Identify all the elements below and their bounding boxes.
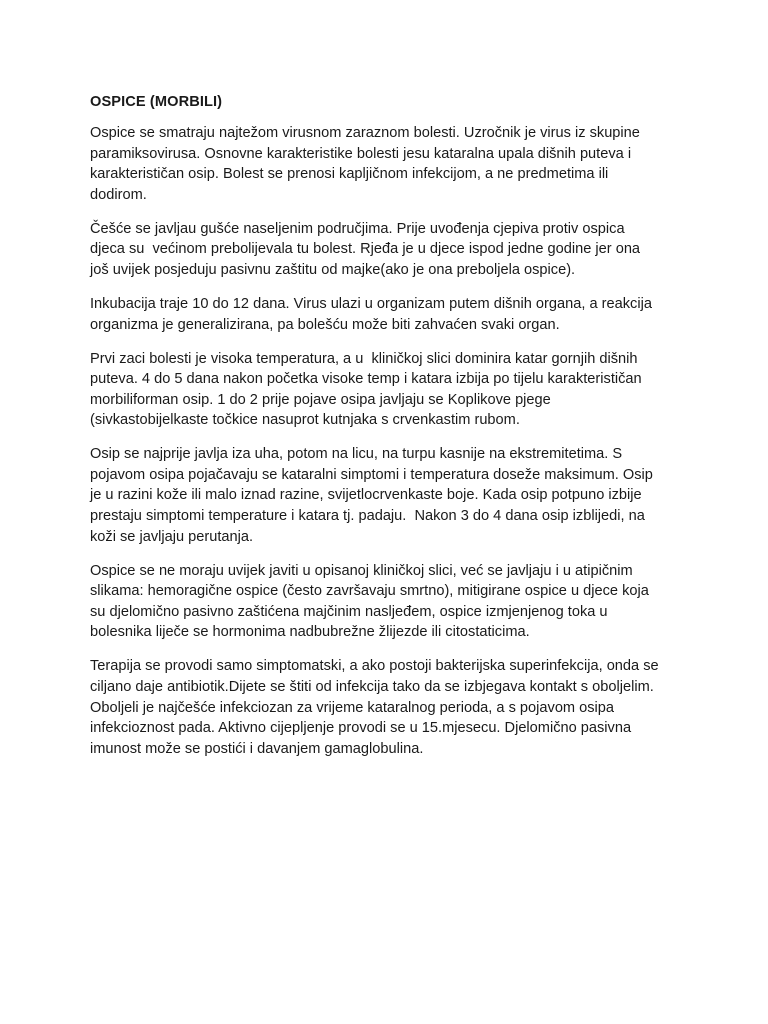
paragraph-line: puteva. 4 do 5 dana nakon početka visoke temp i katara izbija po tijelu karakterističan <box>90 371 642 388</box>
paragraph-line: koži se javljaju perutanja. <box>90 528 254 545</box>
paragraph-line: organizma je generalizirana, pa bolešću može biti zahvaćen svaki organ. <box>90 316 560 333</box>
document-page <box>90 92 690 773</box>
paragraph-line: su djelomično pasivno zaštićena majčinim nasljeđem, ospice izmjenjenog toka u <box>90 603 608 620</box>
paragraph-line: (sivkastobijelkaste točkice nasuprot kutnjaka s crvenkastim rubom. <box>90 412 520 429</box>
paragraph-line: djeca su većinom prebolijevala tu bolest. Rjeđa je u djece ispod jedne godine jer ona <box>90 241 641 258</box>
paragraph-line: Osip se najprije javlja iza uha, potom na licu, na turpu kasnije na ekstremitetima. S <box>90 446 623 463</box>
paragraph <box>90 444 690 547</box>
paragraph <box>90 561 690 643</box>
paragraph-line: paramiksovirusa. Osnovne karakteristike bolesti jesu kataralna upala dišnih puteva i <box>90 145 632 162</box>
paragraph-line: karakterističan osip. Bolest se prenosi kapljičnom infekcijom, a ne predmetima ili <box>90 166 609 183</box>
paragraph-line: morbiliforman osip. 1 do 2 prije pojave osipa javljaju se Koplikove pjege <box>90 391 551 408</box>
paragraph-line: slikama: hemoragične ospice (često završavaju smrtno), mitigirane ospice u djece koja <box>90 583 649 600</box>
paragraph-line: infekcioznost pada. Aktivno cijepljenje provodi se u 15.mjesecu. Djelomično pasivna <box>90 720 632 737</box>
paragraph-line: još uvijek posjeduju pasivnu zaštitu od majke(ako je ona preboljela ospice). <box>90 261 576 278</box>
paragraph-line: Oboljeli je najčešće infekciozan za vrijeme kataralnog perioda, a s pojavom osipa <box>90 699 615 716</box>
paragraph <box>90 294 690 335</box>
paragraph-line: Terapija se provodi samo simptomatski, a ako postoji bakterijska superinfekcija, onda se <box>90 658 659 675</box>
paragraph-line: Ospice se ne moraju uvijek javiti u opisanoj kliničkoj slici, već se javljaju i u atipičnim <box>90 562 633 579</box>
paragraph <box>90 219 690 281</box>
paragraph-line: je u razini kože ili malo iznad razine, svijetlocrvenkaste boje. Kada osip potpuno izbije <box>90 487 642 504</box>
paragraph-line: prestaju simptomi temperature i katara tj. padaju. Nakon 3 do 4 dana osip izblijedi, na <box>90 508 645 525</box>
paragraph <box>90 123 690 205</box>
paragraph <box>90 656 690 759</box>
document-title: OSPICE (MORBILI) <box>90 94 223 110</box>
paragraph-line: pojavom osipa pojačavaju se kataralni simptomi i temperatura doseže maksimum. Osip <box>90 466 653 483</box>
paragraph-line: Ospice se smatraju najtežom virusnom zaraznom bolesti. Uzročnik je virus iz skupine <box>90 125 640 141</box>
paragraph-line: Češće se javljau gušće naseljenim područjima. Prije uvođenja cjepiva protiv ospica <box>90 220 625 237</box>
document-body <box>90 123 690 759</box>
paragraph-line: ciljano daje antibiotik.Dijete se štiti od infekcija tako da se izbjegava kontakt s oboljelim. <box>90 679 654 695</box>
paragraph <box>90 349 690 431</box>
paragraph-line: dodirom. <box>90 186 147 203</box>
paragraph-line: bolesnika liječe se hormonima nadbubrežne žlijezde ili citostaticima. <box>90 624 530 641</box>
paragraph-line: Inkubacija traje 10 do 12 dana. Virus ulazi u organizam putem dišnih organa, a reakcija <box>90 295 652 312</box>
paragraph-line: Prvi zaci bolesti je visoka temperatura, a u kliničkoj slici dominira katar gornjih dišnih <box>90 350 638 367</box>
paragraph-line: imunost može se postići i davanjem gamaglobulina. <box>90 740 424 757</box>
